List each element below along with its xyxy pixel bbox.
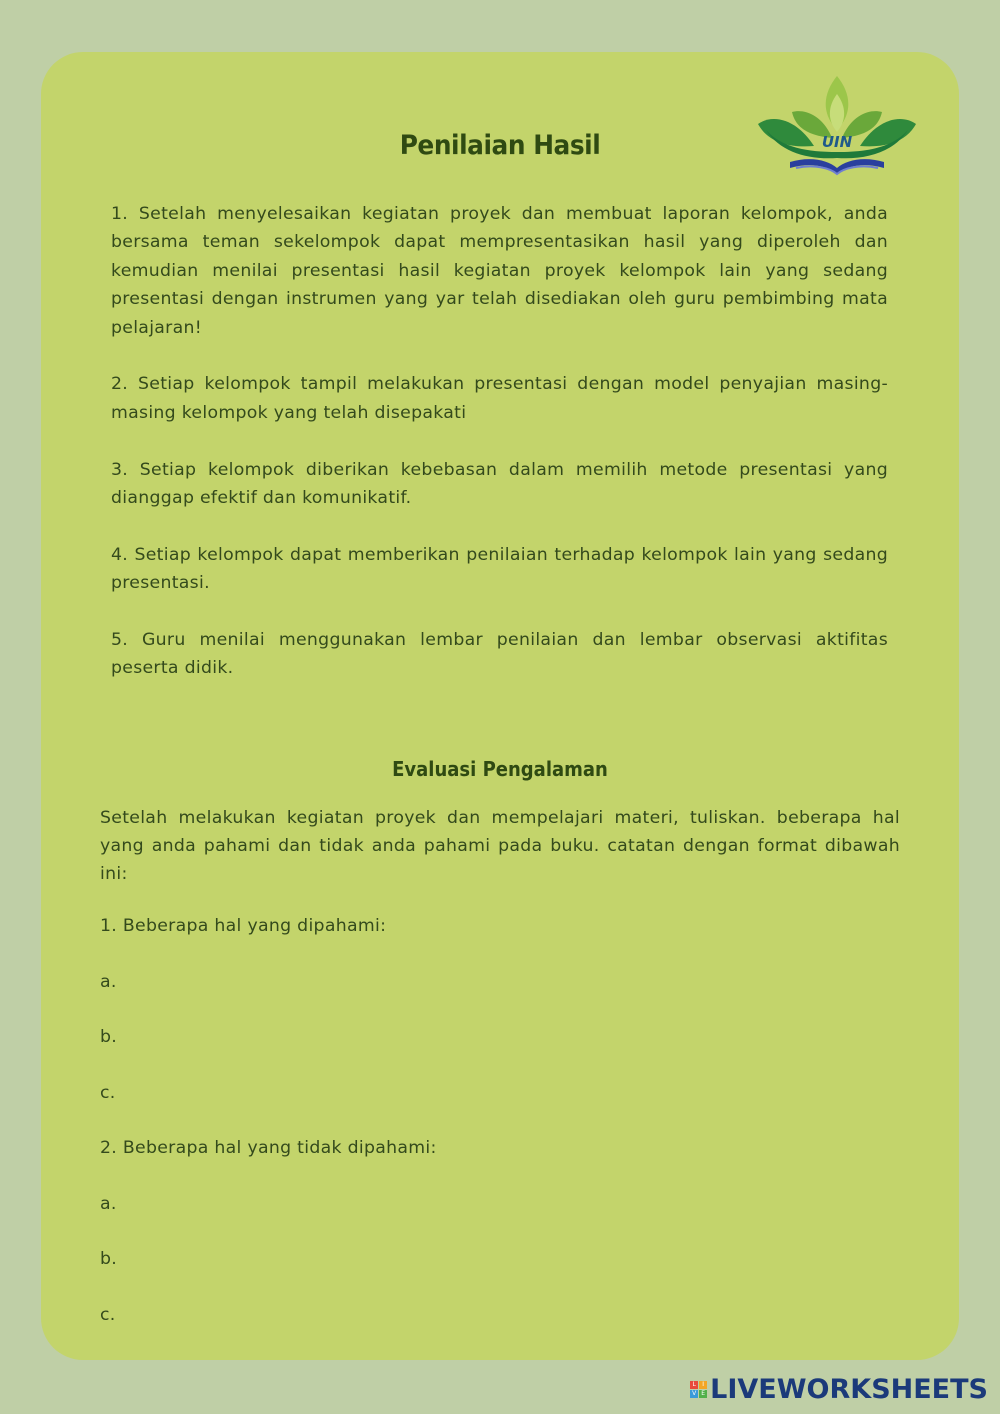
not-understood-item: b. <box>100 1249 118 1269</box>
evaluation-intro-block <box>100 804 900 888</box>
instruction-item: 1. Setelah menyelesaikan kegiatan proyek dan membuat laporan kelompok, anda bersama teman sekelompok dapat mempresentasikan hasil yang diperoleh dan kemudian menilai presentasi hasil kegiatan proyek kelompok lain yang sedang presentasi dengan instrumen yang yar telah disediakan oleh guru pembimbing mata pelajaran! <box>111 204 888 338</box>
brand-mark-letter: L <box>690 1381 698 1389</box>
instructions-list <box>111 200 888 711</box>
instruction-item: 3. Setiap kelompok diberikan kebebasan dalam memilih metode presentasi yang dianggap efektif dan komunikatif. <box>111 459 888 509</box>
page-title: Penilaian Hasil <box>399 130 601 161</box>
understood-item: c. <box>100 1083 116 1103</box>
section-title: Evaluasi Pengalaman <box>392 757 608 781</box>
not-understood-item: a. <box>100 1194 117 1214</box>
brand-mark-letter: V <box>692 1390 697 1397</box>
instruction-item: 2. Setiap kelompok tampil melakukan presentasi dengan model penyajian masing-masing kelompok yang telah disepakati <box>111 374 888 423</box>
not-understood-item: c. <box>100 1305 116 1325</box>
brand-mark-letter: E <box>699 1390 707 1398</box>
understood-item: b. <box>100 1027 118 1047</box>
brand-mark-letter: I <box>699 1381 707 1389</box>
understood-item: a. <box>100 972 117 992</box>
liveworksheets-brand <box>690 1374 988 1405</box>
understood-label: 1. Beberapa hal yang dipahami: <box>100 916 387 936</box>
logo-text: UIN <box>821 133 853 151</box>
liveworksheets-logo-icon <box>690 1381 707 1398</box>
instruction-item: 5. Guru menilai menggunakan lembar penilaian dan lembar observasi aktifitas peserta didik. <box>111 630 888 679</box>
instruction-item: 4. Setiap kelompok dapat memberikan penilaian terhadap kelompok lain yang sedang presentasi. <box>111 544 888 594</box>
uin-logo <box>752 72 922 180</box>
evaluation-intro: Setelah melakukan kegiatan proyek dan mempelajari materi, tuliskan. beberapa hal yang anda pahami dan tidak anda pahami pada buku. catatan dengan format dibawah ini: <box>100 808 900 884</box>
not-understood-label: 2. Beberapa hal yang tidak dipahami: <box>100 1138 437 1158</box>
brand-text: LIVEWORKSHEETS <box>710 1374 988 1405</box>
